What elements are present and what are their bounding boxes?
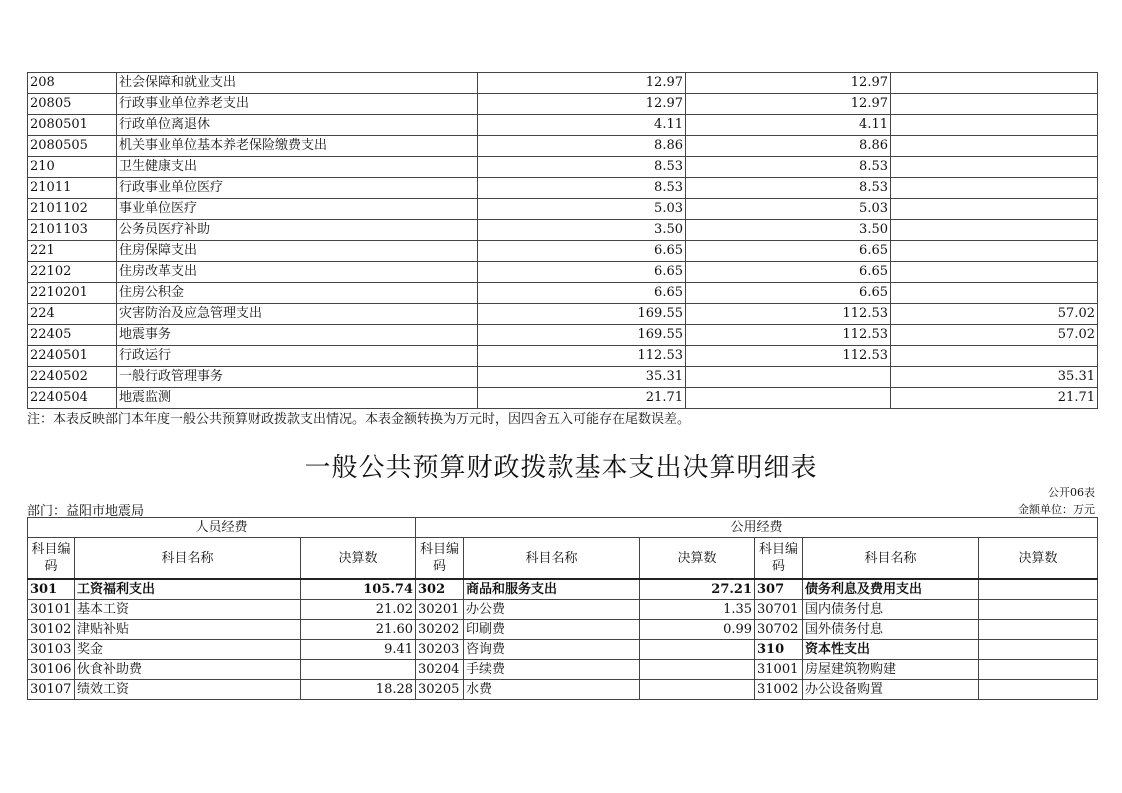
table-row	[28, 178, 1098, 199]
col-code-header: 科目编码	[416, 538, 464, 580]
table-row	[28, 199, 1098, 220]
group-header-row	[28, 518, 1098, 538]
project-amount-cell: 57.02	[891, 325, 1098, 346]
subject-code-cell: 30103	[28, 640, 75, 660]
subject-code-cell: 30107	[28, 680, 75, 700]
basic-amount-cell: 3.50	[686, 220, 891, 241]
subject-name-cell: 行政事业单位养老支出	[117, 94, 478, 115]
subject-name-cell: 债务利息及费用支出	[803, 579, 979, 600]
subject-name-cell: 事业单位医疗	[117, 199, 478, 220]
total-amount-cell: 5.03	[478, 199, 686, 220]
total-amount-cell: 21.71	[478, 388, 686, 409]
project-amount-cell	[891, 262, 1098, 283]
subject-name-cell: 住房公积金	[117, 283, 478, 304]
subject-name-cell: 商品和服务支出	[464, 579, 640, 600]
project-amount-cell: 35.31	[891, 367, 1098, 388]
subject-code-cell: 21011	[28, 178, 117, 199]
table-row	[28, 640, 1098, 660]
table-row	[28, 680, 1098, 700]
subject-code-cell: 302	[416, 579, 464, 600]
subject-name-cell: 资本性支出	[803, 640, 979, 660]
subject-name-cell: 行政单位离退休	[117, 115, 478, 136]
subject-name-cell: 国外债务付息	[803, 620, 979, 640]
basic-amount-cell: 12.97	[686, 94, 891, 115]
amount-cell	[979, 660, 1098, 680]
table-row	[28, 136, 1098, 157]
col-name-header: 科目名称	[75, 538, 301, 580]
amount-cell: 21.60	[301, 620, 416, 640]
basic-amount-cell: 112.53	[686, 325, 891, 346]
subject-code-cell: 210	[28, 157, 117, 178]
subject-code-cell: 30106	[28, 660, 75, 680]
subject-name-cell: 住房改革支出	[117, 262, 478, 283]
total-amount-cell: 4.11	[478, 115, 686, 136]
project-amount-cell	[891, 73, 1098, 94]
amount-cell: 1.35	[640, 600, 755, 620]
project-amount-cell	[891, 283, 1098, 304]
amount-cell: 27.21	[640, 579, 755, 600]
total-amount-cell: 8.53	[478, 157, 686, 178]
table-row	[28, 660, 1098, 680]
subject-code-cell: 30702	[755, 620, 803, 640]
table-row	[28, 262, 1098, 283]
basic-amount-cell: 8.53	[686, 178, 891, 199]
amount-cell	[979, 680, 1098, 700]
subject-code-cell: 31002	[755, 680, 803, 700]
subject-code-cell: 307	[755, 579, 803, 600]
basic-amount-cell: 5.03	[686, 199, 891, 220]
amount-unit-label: 金额单位：万元	[1018, 503, 1095, 516]
subject-code-cell: 30202	[416, 620, 464, 640]
subject-name-cell: 房屋建筑物购建	[803, 660, 979, 680]
basic-amount-cell: 6.65	[686, 241, 891, 262]
subject-name-cell: 卫生健康支出	[117, 157, 478, 178]
subject-code-cell: 2240504	[28, 388, 117, 409]
subject-code-cell: 2210201	[28, 283, 117, 304]
table-row	[28, 220, 1098, 241]
table-row	[28, 388, 1098, 409]
table-row	[28, 73, 1098, 94]
subject-code-cell: 22405	[28, 325, 117, 346]
subject-code-cell: 30101	[28, 600, 75, 620]
subject-code-cell: 2101103	[28, 220, 117, 241]
amount-cell: 0.99	[640, 620, 755, 640]
amount-cell: 18.28	[301, 680, 416, 700]
subject-name-cell: 绩效工资	[75, 680, 301, 700]
subject-name-cell: 水费	[464, 680, 640, 700]
subject-code-cell: 22102	[28, 262, 117, 283]
project-amount-cell	[891, 178, 1098, 199]
subject-code-cell: 30201	[416, 600, 464, 620]
table-row	[28, 620, 1098, 640]
subject-code-cell: 2080501	[28, 115, 117, 136]
subject-code-cell: 2240501	[28, 346, 117, 367]
subject-name-cell: 基本工资	[75, 600, 301, 620]
basic-amount-cell: 112.53	[686, 304, 891, 325]
total-amount-cell: 3.50	[478, 220, 686, 241]
subject-code-cell: 30204	[416, 660, 464, 680]
col-name-header: 科目名称	[464, 538, 640, 580]
table-row	[28, 241, 1098, 262]
basic-amount-cell: 8.53	[686, 157, 891, 178]
subject-name-cell: 咨询费	[464, 640, 640, 660]
subject-name-cell: 行政运行	[117, 346, 478, 367]
amount-cell	[979, 640, 1098, 660]
amount-cell	[979, 600, 1098, 620]
col-code-header: 科目编码	[28, 538, 75, 580]
table-row	[28, 325, 1098, 346]
subject-name-cell: 办公费	[464, 600, 640, 620]
department-label: 部门：益阳市地震局	[27, 504, 145, 519]
amount-cell: 105.74	[301, 579, 416, 600]
subject-name-cell: 行政事业单位医疗	[117, 178, 478, 199]
total-amount-cell: 8.53	[478, 178, 686, 199]
subject-code-cell: 2240502	[28, 367, 117, 388]
total-amount-cell: 6.65	[478, 283, 686, 304]
subject-name-cell: 津贴补贴	[75, 620, 301, 640]
basic-amount-cell: 12.97	[686, 73, 891, 94]
expenditure-by-function-table	[27, 72, 1098, 409]
project-amount-cell: 21.71	[891, 388, 1098, 409]
subject-name-cell: 住房保障支出	[117, 241, 478, 262]
column-header-row	[28, 538, 1098, 580]
table-tag: 公开06表	[1048, 486, 1095, 499]
subject-code-cell: 208	[28, 73, 117, 94]
table-row	[28, 304, 1098, 325]
amount-cell	[640, 660, 755, 680]
col-code-header: 科目编码	[755, 538, 803, 580]
basic-amount-cell: 6.65	[686, 262, 891, 283]
basic-amount-cell	[686, 388, 891, 409]
subject-code-cell: 31001	[755, 660, 803, 680]
total-amount-cell: 35.31	[478, 367, 686, 388]
project-amount-cell	[891, 115, 1098, 136]
subject-name-cell: 工资福利支出	[75, 579, 301, 600]
project-amount-cell: 57.02	[891, 304, 1098, 325]
basic-amount-cell: 8.86	[686, 136, 891, 157]
project-amount-cell	[891, 94, 1098, 115]
subject-name-cell: 地震事务	[117, 325, 478, 346]
table-row	[28, 94, 1098, 115]
amount-cell	[640, 680, 755, 700]
amount-cell	[979, 620, 1098, 640]
total-amount-cell: 169.55	[478, 325, 686, 346]
table-row	[28, 367, 1098, 388]
subject-code-cell: 301	[28, 579, 75, 600]
subject-name-cell: 公务员医疗补助	[117, 220, 478, 241]
basic-amount-cell	[686, 367, 891, 388]
table-row	[28, 346, 1098, 367]
group-public-header: 公用经费	[416, 518, 1098, 538]
amount-cell	[301, 660, 416, 680]
basic-amount-cell: 6.65	[686, 283, 891, 304]
subject-name-cell: 办公设备购置	[803, 680, 979, 700]
amount-cell	[640, 640, 755, 660]
group-personnel-header: 人员经费	[28, 518, 416, 538]
subject-code-cell: 2101102	[28, 199, 117, 220]
total-amount-cell: 12.97	[478, 73, 686, 94]
basic-amount-cell: 112.53	[686, 346, 891, 367]
table-row	[28, 283, 1098, 304]
subject-code-cell: 30102	[28, 620, 75, 640]
subject-name-cell: 奖金	[75, 640, 301, 660]
subject-code-cell: 30203	[416, 640, 464, 660]
total-amount-cell: 8.86	[478, 136, 686, 157]
amount-cell: 9.41	[301, 640, 416, 660]
subject-code-cell: 224	[28, 304, 117, 325]
project-amount-cell	[891, 241, 1098, 262]
basic-expenditure-detail-table	[27, 517, 1098, 700]
total-amount-cell: 12.97	[478, 94, 686, 115]
table-row	[28, 115, 1098, 136]
subject-name-cell: 社会保障和就业支出	[117, 73, 478, 94]
page-title: 一般公共预算财政拨款基本支出决算明细表	[304, 453, 818, 483]
subject-name-cell: 伙食补助费	[75, 660, 301, 680]
subject-name-cell: 手续费	[464, 660, 640, 680]
project-amount-cell	[891, 157, 1098, 178]
project-amount-cell	[891, 199, 1098, 220]
amount-cell: 21.02	[301, 600, 416, 620]
amount-cell	[979, 579, 1098, 600]
col-amount-header: 决算数	[301, 538, 416, 580]
total-amount-cell: 6.65	[478, 262, 686, 283]
total-amount-cell: 169.55	[478, 304, 686, 325]
subject-code-cell: 20805	[28, 94, 117, 115]
project-amount-cell	[891, 346, 1098, 367]
subject-code-cell: 310	[755, 640, 803, 660]
subject-name-cell: 一般行政管理事务	[117, 367, 478, 388]
total-amount-cell: 112.53	[478, 346, 686, 367]
col-amount-header: 决算数	[979, 538, 1098, 580]
subject-code-cell: 221	[28, 241, 117, 262]
table-row	[28, 157, 1098, 178]
table-row	[28, 600, 1098, 620]
subject-code-cell: 2080505	[28, 136, 117, 157]
subject-name-cell: 地震监测	[117, 388, 478, 409]
subject-name-cell: 印刷费	[464, 620, 640, 640]
total-amount-cell: 6.65	[478, 241, 686, 262]
table-row	[28, 579, 1098, 600]
subject-code-cell: 30205	[416, 680, 464, 700]
subject-name-cell: 灾害防治及应急管理支出	[117, 304, 478, 325]
basic-amount-cell: 4.11	[686, 115, 891, 136]
subject-code-cell: 30701	[755, 600, 803, 620]
project-amount-cell	[891, 136, 1098, 157]
table-note: 注：本表反映部门本年度一般公共预算财政拨款支出情况。本表金额转换为万元时，因四舍五入可能存在尾数误差。	[27, 412, 691, 427]
col-name-header: 科目名称	[803, 538, 979, 580]
subject-name-cell: 机关事业单位基本养老保险缴费支出	[117, 136, 478, 157]
subject-name-cell: 国内债务付息	[803, 600, 979, 620]
col-amount-header: 决算数	[640, 538, 755, 580]
project-amount-cell	[891, 220, 1098, 241]
